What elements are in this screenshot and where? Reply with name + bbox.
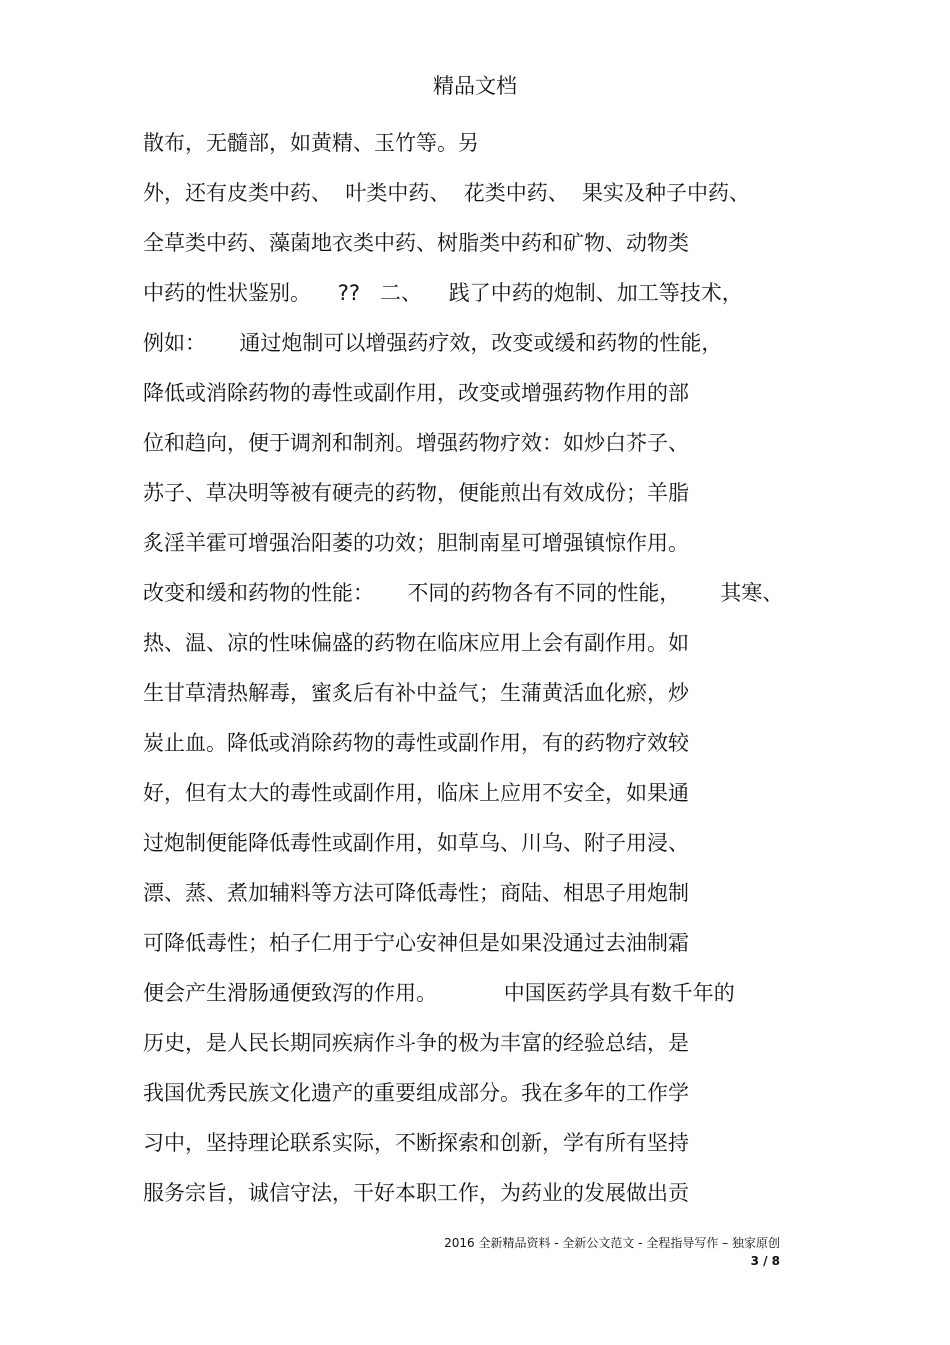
text-line: 外，还有皮类中药、 叶类中药、 花类中药、 果实及种子中药、 [143, 181, 751, 205]
text-line: 便会产生滑肠通便致泻的作用。 中国医药学具有数千年的 [143, 981, 735, 1005]
text-line: 例如： 通过炮制可以增强药疗效，改变或缓和药物的性能， [143, 331, 723, 355]
text-line: 散布，无髓部，如黄精、玉竹等。另 [143, 131, 479, 155]
text-line: 全草类中药、藻菌地衣类中药、树脂类中药和矿物、动物类 [143, 231, 689, 255]
text-line: 历史，是人民长期同疾病作斗争的极为丰富的经验总结，是 [143, 1031, 689, 1055]
footer-tagline: 2016 全新精品资料 - 全新公文范文 - 全程指导写作 – 独家原创 [444, 1236, 780, 1250]
text-line: 漂、蒸、煮加辅料等方法可降低毒性；商陆、相思子用炮制 [143, 881, 689, 905]
text-line: 我国优秀民族文化遗产的重要组成部分。我在多年的工作学 [143, 1081, 689, 1105]
text-line: 好，但有太大的毒性或副作用，临床上应用不安全，如果通 [143, 781, 689, 805]
text-line: 服务宗旨，诚信守法，干好本职工作，为药业的发展做出贡 [143, 1181, 689, 1205]
page-footer [380, 1234, 780, 1270]
text-line: 习中，坚持理论联系实际，不断探索和创新，学有所有坚持 [143, 1131, 689, 1155]
text-line: 位和趋向，便于调剂和制剂。增强药物疗效：如炒白芥子、 [143, 431, 689, 455]
text-line: 炙淫羊霍可增强治阳萎的功效；胆制南星可增强镇惊作用。 [143, 531, 689, 555]
text-line: 生甘草清热解毒，蜜炙后有补中益气；生蒲黄活血化瘀，炒 [143, 681, 689, 705]
text-line: 苏子、草决明等被有硬壳的药物，便能煎出有效成份；羊脂 [143, 481, 689, 505]
text-line: 改变和缓和药物的性能： 不同的药物各有不同的性能， 其寒、 [143, 581, 784, 605]
text-line: 过炮制便能降低毒性或副作用，如草乌、川乌、附子用浸、 [143, 831, 689, 855]
page-number: 3 / 8 [750, 1254, 780, 1268]
text-line: 炭止血。降低或消除药物的毒性或副作用，有的药物疗效较 [143, 731, 689, 755]
body-text [143, 125, 843, 1225]
text-line: 热、温、凉的性味偏盛的药物在临床应用上会有副作用。如 [143, 631, 689, 655]
text-line: 中药的性状鉴别。 ?? 二、 践了中药的炮制、加工等技术， [143, 281, 743, 305]
text-line: 可降低毒性；柏子仁用于宁心安神但是如果没通过去油制霜 [143, 931, 689, 955]
page-header-title: 精品文档 [433, 74, 517, 98]
text-line: 降低或消除药物的毒性或副作用，改变或增强药物作用的部 [143, 381, 689, 405]
